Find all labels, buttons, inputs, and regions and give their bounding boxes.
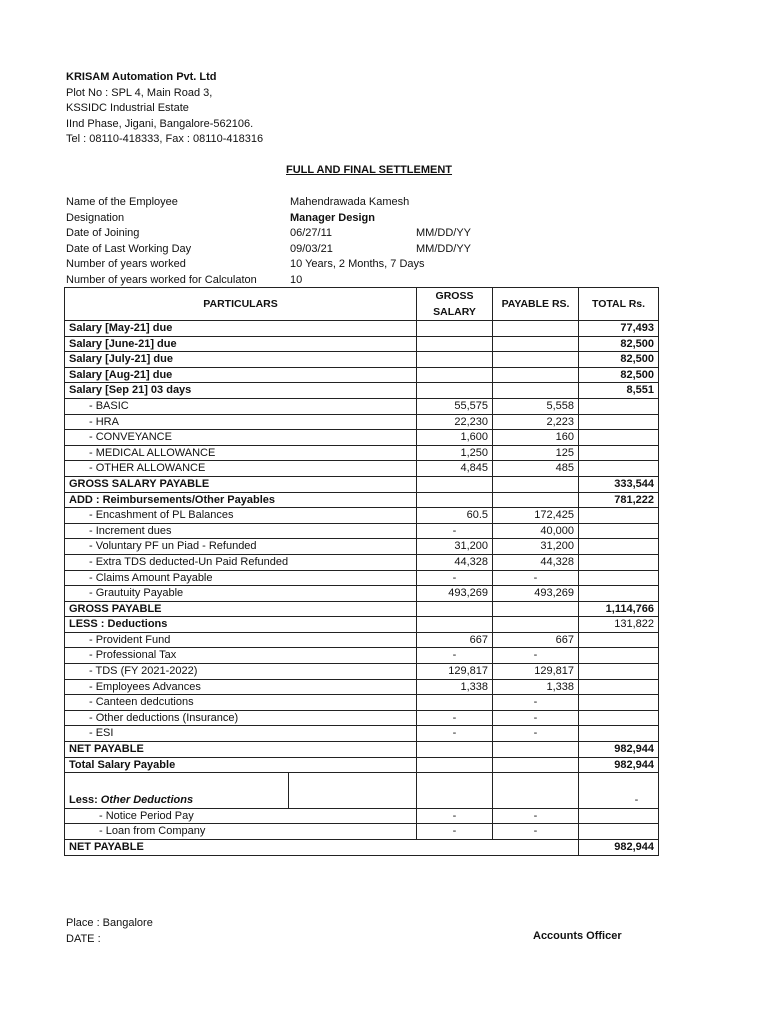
table-row [65,430,659,446]
row-payable: 44,328 [493,554,579,570]
designation-row [66,211,626,227]
row-payable [493,492,579,508]
table-row [65,539,659,555]
table-row [65,617,659,633]
row-label: - Claims Amount Payable [65,570,417,586]
header-gross-salary: GROSS SALARY [417,288,493,321]
row-total [579,523,659,539]
table-row [65,414,659,430]
row-gross-salary [417,617,493,633]
row-gross-salary: - [417,648,493,664]
final-net-payable-total: 982,944 [579,840,659,856]
row-payable: 40,000 [493,523,579,539]
row-total [579,679,659,695]
row-label: Total Salary Payable [65,757,417,773]
row-total: 1,114,766 [579,601,659,617]
row-gross-salary: 1,600 [417,430,493,446]
row-payable: - [493,570,579,586]
other-deductions-label [65,793,289,808]
table-row [65,840,659,856]
row-total [579,508,659,524]
row-label: - Other deductions (Insurance) [65,710,417,726]
row-label: - OTHER ALLOWANCE [65,461,417,477]
row-label: - TDS (FY 2021-2022) [65,664,417,680]
company-address-1: Plot No : SPL 4, Main Road 3, [66,86,213,99]
row-gross-salary: - [417,523,493,539]
notice-period-label: - Notice Period Pay [65,808,417,824]
table-row [65,726,659,742]
row-total [579,695,659,711]
table-row [65,632,659,648]
table-row [65,570,659,586]
row-gross-salary [417,601,493,617]
row-payable [493,757,579,773]
doj-format: MM/DD/YY [416,227,471,239]
row-label: - Increment dues [65,523,417,539]
row-total [579,461,659,477]
row-payable: 125 [493,445,579,461]
row-label: - Provident Fund [65,632,417,648]
table-row [65,808,659,824]
row-payable [493,476,579,492]
settlement-table [64,287,659,856]
employee-name-label: Name of the Employee [66,196,178,208]
loan-label: - Loan from Company [65,824,417,840]
row-total [579,570,659,586]
notice-period-payable: - [493,808,579,824]
row-payable [493,601,579,617]
row-gross-salary [417,757,493,773]
row-label: Salary [Aug-21] due [65,367,417,383]
less-label: Other Deductions [100,794,194,807]
footer-block [66,915,153,947]
employee-info [66,195,626,288]
years-calc-value: 10 [290,273,303,286]
row-gross-salary [417,742,493,758]
company-address-2: KSSIDC Industrial Estate [66,102,189,115]
row-label: Salary [May-21] due [65,321,417,337]
row-gross-salary [417,321,493,337]
row-payable: 160 [493,430,579,446]
table-row [65,664,659,680]
row-total: 781,222 [579,492,659,508]
table-cell [65,773,289,794]
table-row [65,742,659,758]
row-total [579,414,659,430]
table-row [65,554,659,570]
row-gross-salary [417,383,493,399]
row-payable: 129,817 [493,664,579,680]
row-payable [493,383,579,399]
table-cell [417,793,493,808]
company-name: KRISAM Automation Pvt. Ltd [66,71,217,83]
row-payable [493,352,579,368]
row-gross-salary: 4,845 [417,461,493,477]
table-row [65,773,659,794]
row-label: - Extra TDS deducted-Un Paid Refunded [65,554,417,570]
row-total [579,632,659,648]
doj-value: 06/27/11 [290,227,333,239]
row-payable [493,367,579,383]
row-gross-salary: 129,817 [417,664,493,680]
row-gross-salary [417,336,493,352]
date-label: DATE : [66,933,101,945]
document-title: FULL AND FINAL SETTLEMENT [286,164,453,176]
row-payable: 485 [493,461,579,477]
row-payable: 31,200 [493,539,579,555]
row-gross-salary: 667 [417,632,493,648]
doj-row [66,226,626,242]
row-label: - MEDICAL ALLOWANCE [65,445,417,461]
company-block [66,70,263,148]
row-total [579,445,659,461]
table-row [65,336,659,352]
table-cell [579,773,659,794]
table-header-row [65,288,659,321]
table-row [65,508,659,524]
row-gross-salary: 60.5 [417,508,493,524]
years-worked-label: Number of years worked [66,258,186,270]
row-gross-salary: - [417,710,493,726]
row-gross-salary: 1,250 [417,445,493,461]
row-label: GROSS PAYABLE [65,601,417,617]
table-cell [493,793,579,808]
row-total: 333,544 [579,476,659,492]
company-address-3: IInd Phase, Jigani, Bangalore-562106. [66,117,254,130]
row-label: Salary [Sep 21] 03 days [65,383,417,399]
row-label: - HRA [65,414,417,430]
row-total: 8,551 [579,383,659,399]
last-working-day-row [66,242,626,258]
row-label: - Employees Advances [65,679,417,695]
accounts-officer-signoff: Accounts Officer [533,930,622,942]
last-working-day-format: MM/DD/YY [416,242,471,255]
row-label: Salary [July-21] due [65,352,417,368]
row-total [579,664,659,680]
table-row [65,757,659,773]
years-calc-label: Number of years worked for Calculaton [66,273,257,286]
company-contact: Tel : 08110-418333, Fax : 08110-418316 [66,133,264,146]
row-total [579,554,659,570]
loan-gross: - [417,824,493,840]
row-gross-salary: - [417,570,493,586]
row-label: LESS : Deductions [65,617,417,633]
table-cell [579,808,659,824]
row-total: 82,500 [579,367,659,383]
row-total: 82,500 [579,352,659,368]
employee-name-row [66,195,626,211]
table-row [65,824,659,840]
row-label: GROSS SALARY PAYABLE [65,476,417,492]
table-cell [289,793,417,808]
row-payable: - [493,648,579,664]
table-row [65,648,659,664]
table-row [65,793,659,808]
row-label: - Canteen dedcutions [65,695,417,711]
row-total [579,710,659,726]
row-total [579,430,659,446]
row-gross-salary: 22,230 [417,414,493,430]
row-payable: 1,338 [493,679,579,695]
table-row [65,352,659,368]
row-gross-salary [417,492,493,508]
row-label: - Grautuity Payable [65,586,417,602]
row-gross-salary [417,352,493,368]
designation-value: Manager Design [290,211,375,224]
table-row [65,383,659,399]
place-label: Place : Bangalore [66,917,153,929]
other-deductions-total: - [579,793,659,808]
row-gross-salary [417,695,493,711]
table-row [65,445,659,461]
table-row [65,398,659,414]
loan-payable: - [493,824,579,840]
row-payable [493,742,579,758]
table-cell [579,824,659,840]
row-gross-salary: 493,269 [417,586,493,602]
row-total [579,648,659,664]
row-gross-salary: 44,328 [417,554,493,570]
header-total: TOTAL Rs. [579,288,659,321]
row-payable [493,617,579,633]
row-gross-salary: 31,200 [417,539,493,555]
table-cell [289,773,417,794]
row-total [579,586,659,602]
table-row [65,476,659,492]
row-label: - Professional Tax [65,648,417,664]
years-worked-value: 10 Years, 2 Months, 7 Days [290,258,425,270]
row-label: NET PAYABLE [65,742,417,758]
row-label: - Voluntary PF un Piad - Refunded [65,539,417,555]
row-total: 82,500 [579,336,659,352]
table-row [65,321,659,337]
years-calc-row [66,273,626,289]
final-net-payable-label: NET PAYABLE [65,840,579,856]
table-row [65,601,659,617]
table-row [65,710,659,726]
employee-name: Mahendrawada Kamesh [290,196,410,208]
row-payable: 493,269 [493,586,579,602]
table-cell [417,773,493,794]
row-gross-salary: - [417,726,493,742]
last-working-day-label: Date of Last Working Day [66,242,192,255]
row-payable [493,336,579,352]
row-total: 982,944 [579,757,659,773]
row-gross-salary [417,476,493,492]
row-label: - CONVEYANCE [65,430,417,446]
row-payable: - [493,726,579,742]
table-row [65,679,659,695]
row-total: 982,944 [579,742,659,758]
row-total: 131,822 [579,617,659,633]
row-payable: - [493,710,579,726]
table-row [65,492,659,508]
row-label: ADD : Reimbursements/Other Payables [65,492,417,508]
row-label: - Encashment of PL Balances [65,508,417,524]
table-row [65,461,659,477]
row-total [579,726,659,742]
table-row [65,367,659,383]
table-cell [493,773,579,794]
row-total [579,539,659,555]
table-row [65,523,659,539]
row-gross-salary: 55,575 [417,398,493,414]
doj-label: Date of Joining [66,227,140,239]
row-total [579,398,659,414]
row-payable [493,321,579,337]
notice-period-gross: - [417,808,493,824]
row-payable: 5,558 [493,398,579,414]
row-label: Salary [June-21] due [65,336,417,352]
last-working-day-value: 09/03/21 [290,242,333,255]
header-particulars: PARTICULARS [65,288,417,321]
row-label: - BASIC [65,398,417,414]
table-row [65,586,659,602]
row-payable: - [493,695,579,711]
table-row [65,695,659,711]
row-payable: 2,223 [493,414,579,430]
row-payable: 172,425 [493,508,579,524]
row-total: 77,493 [579,321,659,337]
row-gross-salary: 1,338 [417,679,493,695]
row-gross-salary [417,367,493,383]
row-label: - ESI [65,726,417,742]
years-worked-row [66,257,626,273]
header-payable: PAYABLE RS. [493,288,579,321]
row-payable: 667 [493,632,579,648]
less-prefix: Less: [69,794,101,807]
designation-label: Designation [66,211,125,224]
